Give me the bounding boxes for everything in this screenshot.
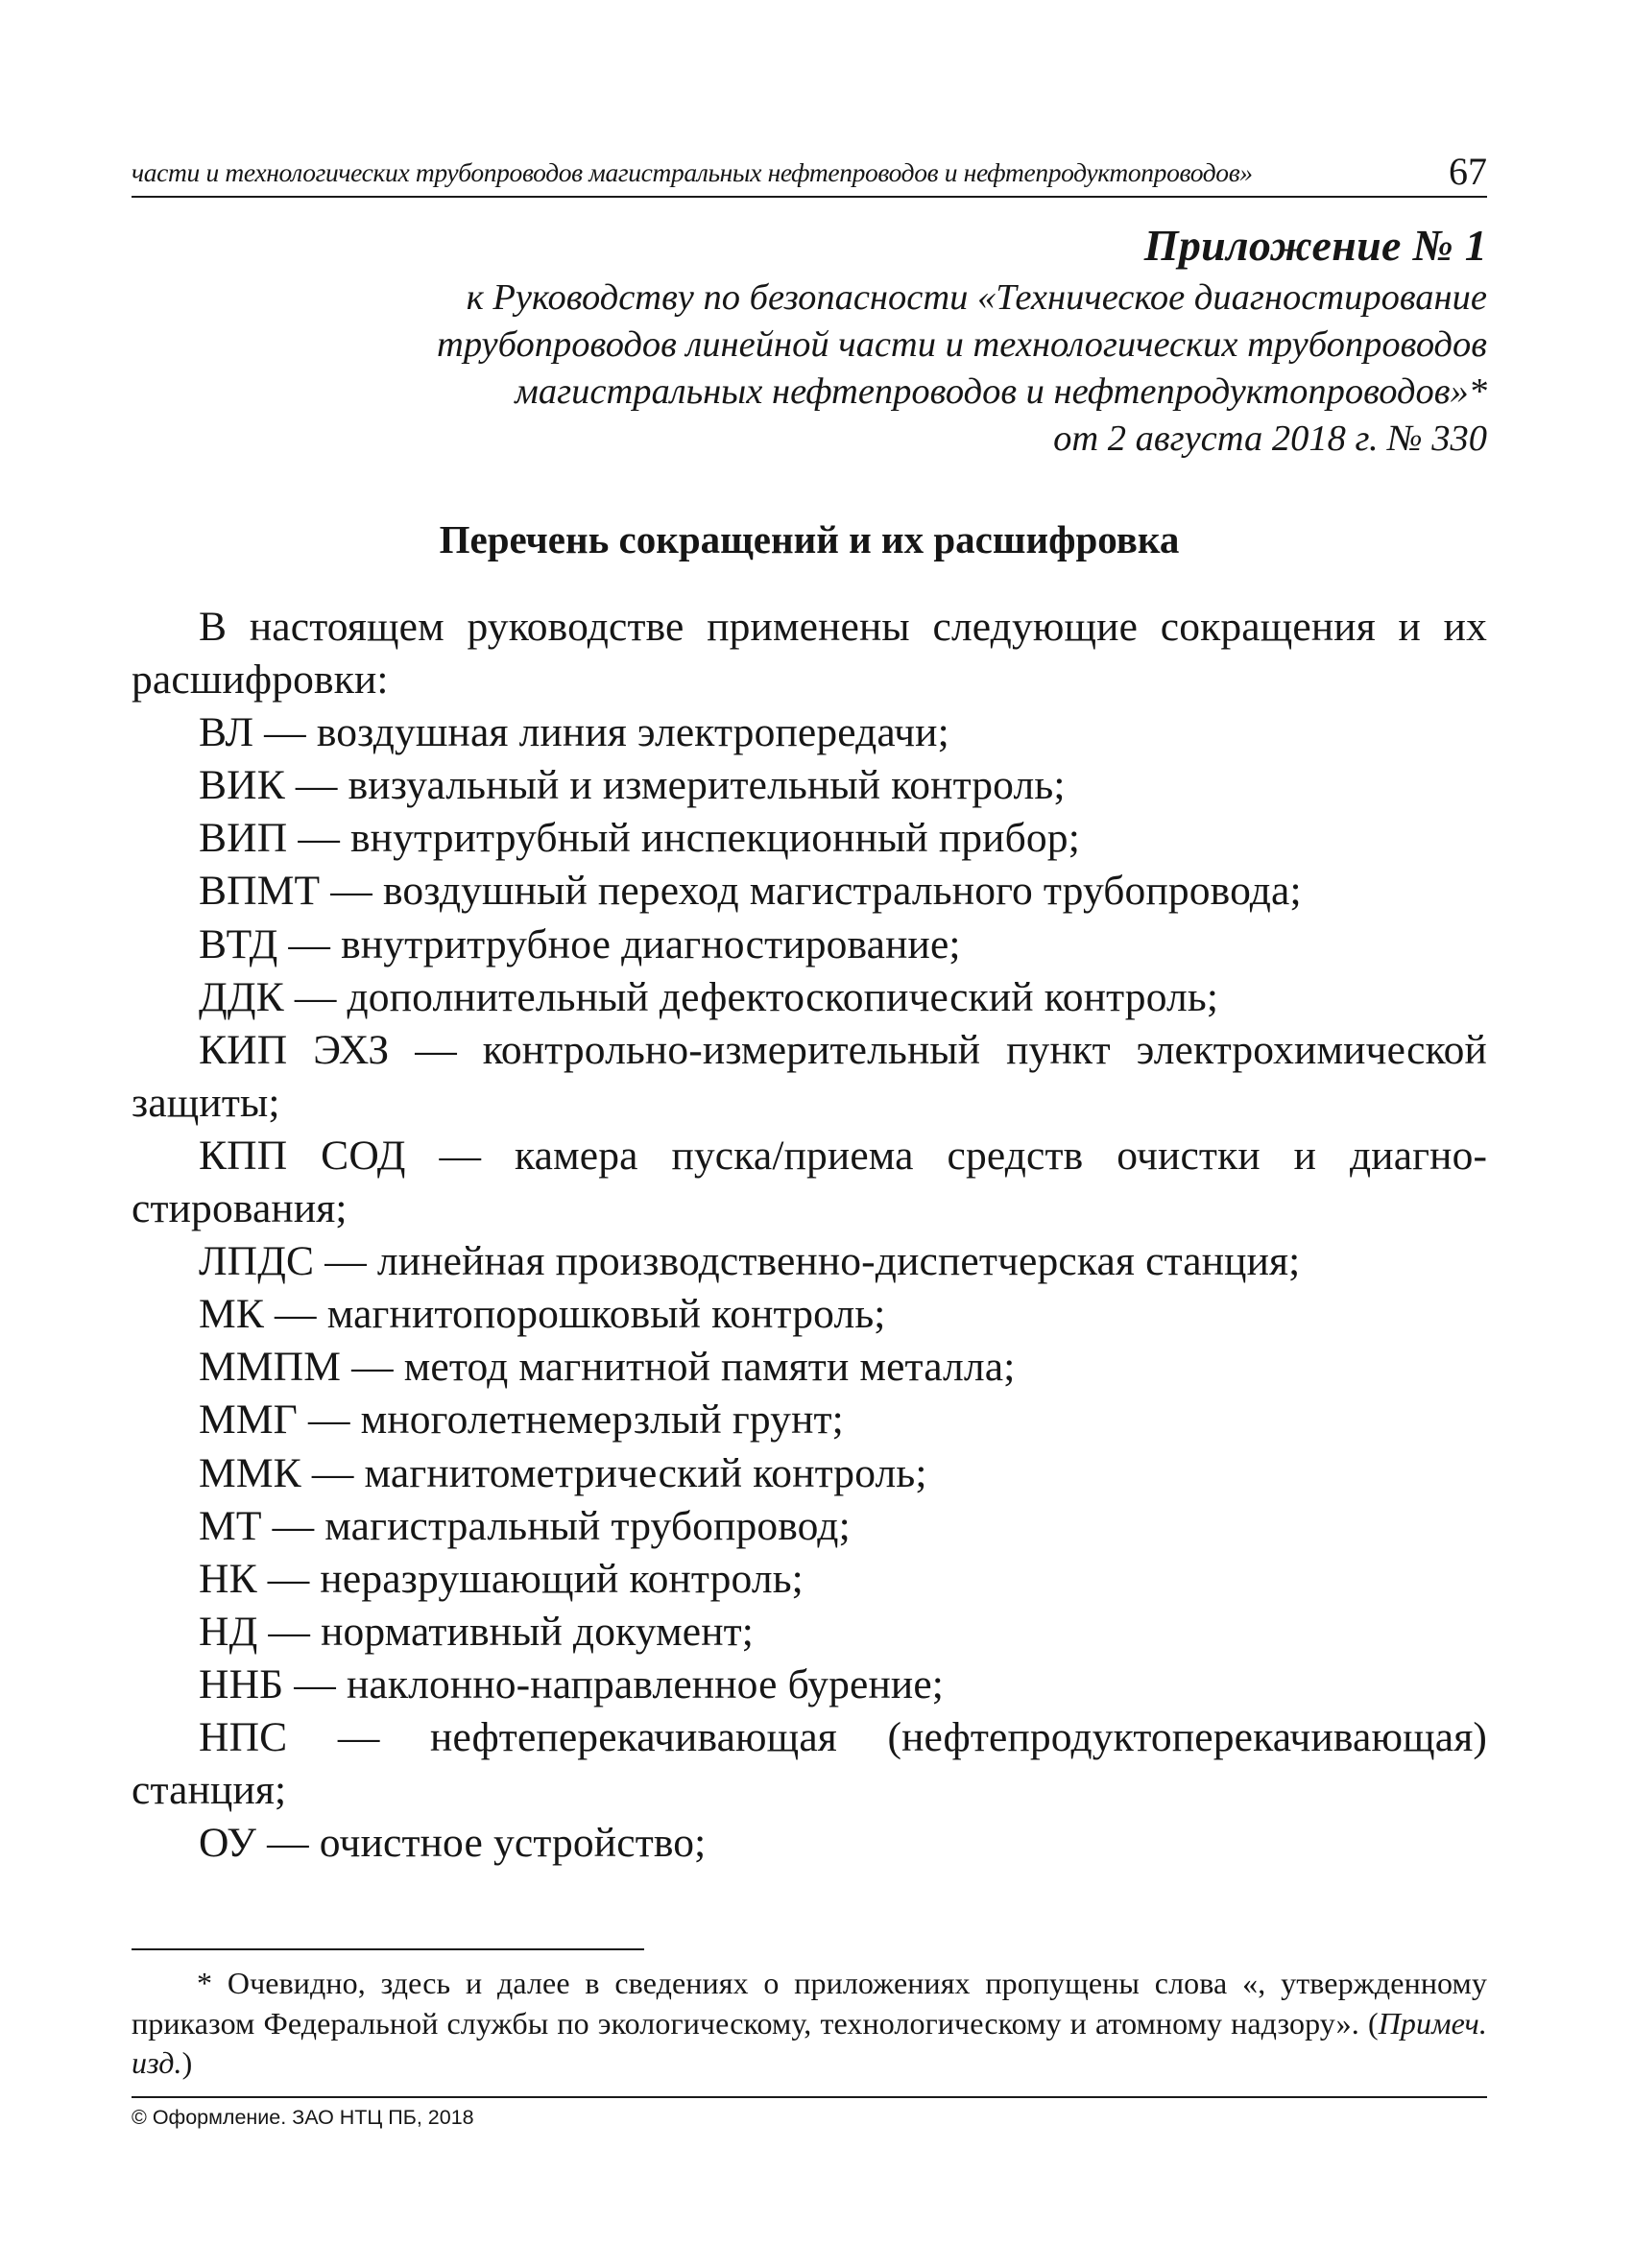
abbreviation-item: ВПМТ — воздушный переход магистрального трубопровода; [199,868,1302,915]
running-header [132,142,1487,198]
abbreviation-item: ММПМ — метод магнитной памяти металла; [199,1344,1016,1391]
page-number: 67 [1449,150,1487,193]
abbreviation-item: ДДК — дополнительный дефектоскопический контроль; [199,973,1219,1020]
appendix-title: Приложение № 1 [1143,221,1487,270]
abbreviation-item: ВИП — внутритрубный инспекционный прибор; [199,815,1080,862]
copyright-line: © Оформление. ЗАО НТЦ ПБ, 2018 [132,2106,474,2129]
appendix-line: от 2 августа 2018 г. № 330 [1053,418,1487,459]
appendix-heading [239,217,1487,463]
abbreviation-item: НК — неразрушающий контроль; [199,1555,804,1602]
abbreviation-item: ВТД — внутритрубное диагностирование; [199,920,961,967]
abbreviation-item: НД — нормативный документ; [199,1608,755,1655]
appendix-line: к Руководству по безопасности «Техническое диагностирование [466,277,1487,318]
appendix-line: трубопроводов линейной части и технологических трубопроводов [437,324,1487,365]
abbreviation-item: КПП СОД — камера пуска/приема средств очистки и диагностирования; [132,1132,1487,1232]
abbreviation-item: ННБ — наклонно-направленное бурение; [199,1660,945,1707]
abbreviation-item: ВЛ — воздушная линия электропередачи; [199,709,949,756]
abbreviation-item: ОУ — очистное устройство; [199,1820,707,1867]
document-page [132,0,1487,2268]
abbreviation-item: НПС — нефтеперекачивающая (нефтепродуктоперекачивающая) станция; [132,1713,1487,1814]
copyright-divider [132,2096,1487,2098]
section-title: Перечень сокращений и их расшифровка [439,517,1180,561]
abbreviation-item: ВИК — визуальный и измерительный контроль; [199,762,1066,809]
footnote-paragraph [132,1964,1487,2084]
running-header-title: части и технологических трубопроводов магистральных нефтепроводов и нефтепродуктопроводов» [132,157,1253,187]
footnote-mark: * [197,1966,213,2000]
footnote-text: Очевидно, здесь и далее в сведениях о приложениях пропущены слова «, утвержденному приказом Федеральной службы по экологическому, технологическому и атомному надзору». ( [132,1966,1487,2041]
abbreviation-item: ММГ — многолетнемерзлый грунт; [199,1397,844,1444]
intro-paragraph: В настоящем руководстве применены следующие сокращения и их расшифровки: [132,604,1487,704]
footnote-close: ) [181,2045,193,2080]
abbreviation-item: МТ — магистральный трубопровод; [199,1502,851,1549]
abbreviation-item: ММК — магнитометрический контроль; [199,1449,927,1496]
abbreviation-item: ЛПДС — линейная производственно-диспетчерская станция; [199,1238,1301,1285]
abbreviation-item: КИП ЭХЗ — контрольно-измерительный пункт электрохимической защиты; [132,1026,1487,1126]
footnote [132,1964,1487,2084]
footnote-editor-note: Примеч. изд. [132,2005,1487,2080]
appendix-line: магистральных нефтепроводов и нефтепродуктопроводов»* [515,371,1487,412]
footnote-divider [132,1948,644,1950]
abbreviation-list [132,601,1487,1870]
abbreviation-item: МК — магнитопорошковый контроль; [199,1291,886,1338]
